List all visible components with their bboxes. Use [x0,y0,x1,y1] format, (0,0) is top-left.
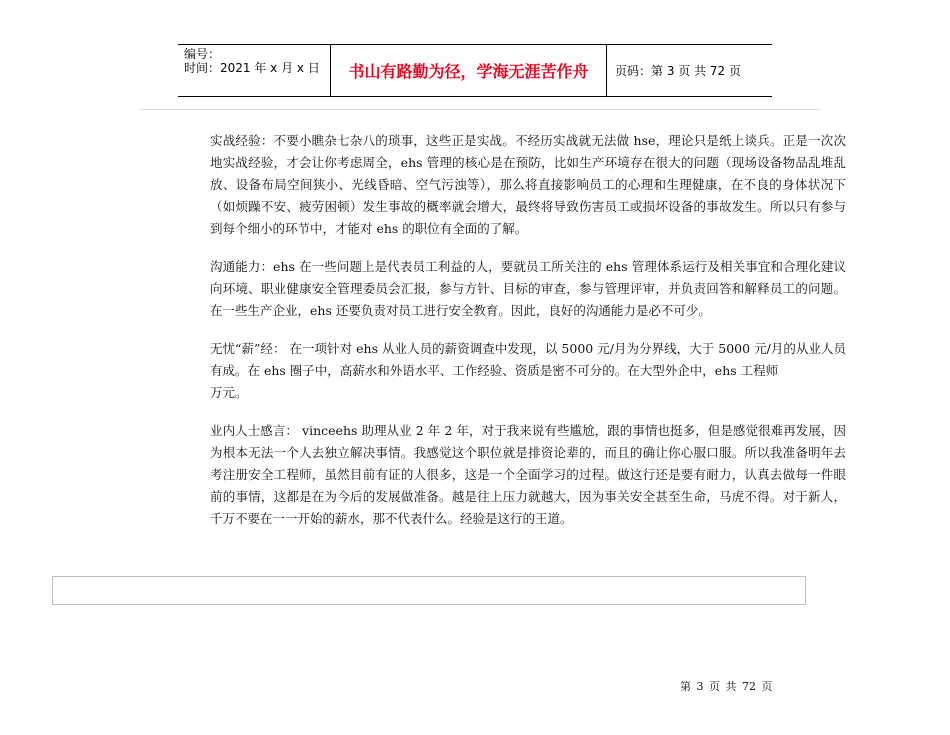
page-footer: 第 3 页 共 72 页 [680,680,773,693]
paragraph-communication: 沟通能力：ehs 在一些问题上是代表员工利益的人，要就员工所关注的 ehs 管理体系运行及相关事宜和合理化建议向环境、职业健康安全管理委员会汇报，参与方针、目标的审查，参与管理评审，并负责回答和解释员工的问题。在一些生产企业，ehs 还要负责对员工进行安全教育。因此，良好的沟通能力是必不可少。 [210,259,846,318]
header-meta-cell [178,45,331,96]
header-table [178,44,772,97]
paragraph-salary-line-1: 无忧“薪”经： 在一项针对 ehs 从业人员的薪资调查中发现，以 5000 元/月为分界线，大于 5000 元/月的从业人员有成。在 ehs 圈子中，高薪水和外语水平、工作经验、资质是密不可分的。在大型外企中，ehs 工程师 [210,341,846,378]
header-divider [140,109,820,110]
paragraph-salary [210,338,846,404]
document-date: 时间：2021 年 x 月 x 日 [184,61,320,75]
document-number-label: 编号： [184,47,221,61]
header-motto: 书山有路勤为径，学海无涯苦作舟 [331,45,607,96]
paragraph-insider-comments: 业内人士感言： vinceehs 助理从业 2 年 2 年，对于我来说有些尴尬，跟的事情也挺多，但是感觉很难再发展，因为根本无法一个人去独立解决事情。我感觉这个职位就是排资论辈的，而且的确让你心服口服。所以我准备明年去考注册安全工程师，虽然目前有证的人很多，这是一个全面学习的过程。做这行还是要有耐力，认真去做每一件眼前的事情，这都是在为今后的发展做准备。越是往上压力就越大，因为事关安全甚至生命，马虎不得。对于新人，千万不要在一一开始的薪水，那不代表什么。经验是这行的王道。 [210,423,846,526]
paragraph-salary-line-2: 万元。 [210,385,248,400]
empty-text-box [52,576,806,605]
header-page-info: 页码：第 3 页 共 72 页 [615,64,741,78]
paragraph-practical-experience: 实战经验：不要小瞧杂七杂八的琐事，这些正是实战。不经历实战就无法做 hse，理论只是纸上谈兵。正是一次次地实战经验，才会让你考虑周全，ehs 管理的核心是在预防，比如生产环境存在很大的问题（现场设备物品乱堆乱放、设备布局空间狭小、光线昏暗、空气污浊等），那么将直接影响员工的心理和生理健康，在不良的身体状况下（如烦躁不安、疲劳困顿）发生事故的概率就会增大，最终将导致伤害员工或损坏设备的事故发生。所以只有参与到每个细小的环节中，才能对 ehs 的职位有全面的了解。 [210,133,846,236]
document-body [210,130,846,546]
